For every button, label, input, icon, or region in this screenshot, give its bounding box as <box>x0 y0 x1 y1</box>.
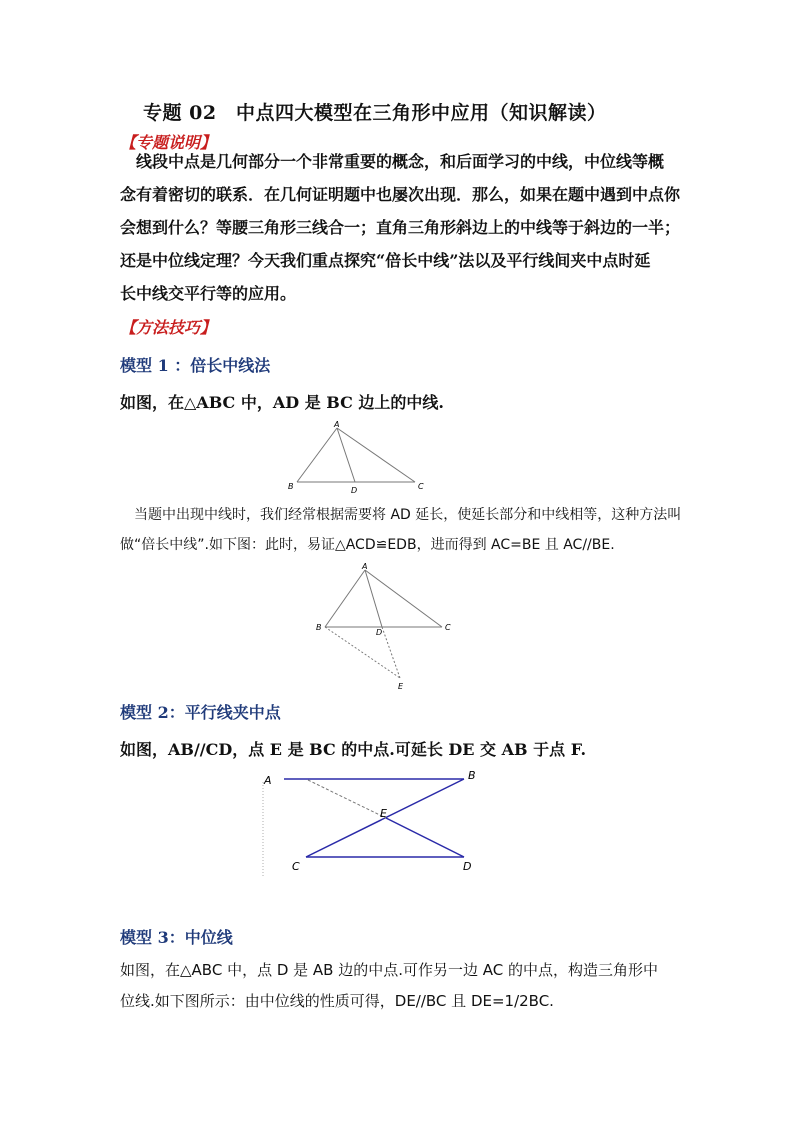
model1-heading: 模型 1 ：倍长中线法 <box>120 356 271 375</box>
desc-line: 如图，在△ABC 中，点 D 是 AB 边的中点.可作另一边 AC 的中点，构造三角形中 <box>120 961 659 979</box>
intro-line: 还是中位线定理？今天我们重点探究“倍长中线”法以及平行线间夹中点时延 <box>120 251 651 270</box>
label-d: D <box>463 860 472 873</box>
label-c: C <box>445 623 451 632</box>
label-e: E <box>380 807 387 820</box>
label-a: A <box>334 420 340 429</box>
intro-line: 念有着密切的联系．在几何证明题中也屡次出现．那么，如果在题中遇到中点你 <box>120 185 681 204</box>
label-a: A <box>362 562 368 571</box>
model2-heading: 模型 2：平行线夹中点 <box>120 703 281 722</box>
segment-ab <box>297 428 337 482</box>
model1-figure-triangle <box>285 418 435 498</box>
intro-paragraph <box>120 145 680 310</box>
segment-ab <box>325 570 365 627</box>
label-d: D <box>351 486 358 495</box>
model2-figure <box>258 766 493 878</box>
segment-be <box>325 627 400 678</box>
segment-de <box>382 627 400 678</box>
label-e: E <box>398 682 404 691</box>
label-c: C <box>292 860 300 873</box>
model2-description: 如图，AB//CD，点 E 是 BC 的中点.可延长 DE 交 AB 于点 F. <box>120 740 587 759</box>
label-b: B <box>316 623 322 632</box>
model1-figure-extended <box>310 560 460 692</box>
label-b: B <box>288 482 294 491</box>
intro-line: 会想到什么？等腰三角形三线合一；直角三角形斜边上的中线等于斜边的一半； <box>120 218 681 237</box>
model3-description <box>120 955 680 1017</box>
segment-fe-dashed <box>308 780 386 818</box>
label-c: C <box>418 482 424 491</box>
segment-ac <box>337 428 415 482</box>
segment-ac <box>365 570 442 627</box>
desc-line: 位线.如下图所示：由中位线的性质可得，DE//BC 且 DE=1/2BC. <box>120 992 554 1010</box>
section-tag-explain: 【专题说明】 <box>120 133 217 152</box>
note-line: 做“倍长中线”.如下图：此时，易证△ACD≌EDB，进而得到 AC=BE 且 AC//BE. <box>120 537 615 553</box>
intro-line: 线段中点是几何部分一个非常重要的概念，和后面学习的中线，中位线等概 <box>136 152 665 171</box>
model1-description: 如图，在△ABC 中，AD 是 BC 边上的中线. <box>120 393 444 412</box>
segment-ad <box>365 570 382 627</box>
segment-ad <box>337 428 355 482</box>
note-line: 当题中出现中线时，我们经常根据需要将 AD 延长，使延长部分和中线相等，这种方法叫 <box>134 507 682 523</box>
model1-note <box>120 500 680 560</box>
segment-ed <box>386 818 464 857</box>
label-d: D <box>376 628 383 637</box>
intro-line: 长中线交平行等的应用。 <box>120 284 297 303</box>
label-a: A <box>264 774 272 787</box>
label-b: B <box>468 769 476 782</box>
section-tag-method: 【方法技巧】 <box>120 318 217 337</box>
page-title: 专题 02 中点四大模型在三角形中应用（知识解读） <box>143 102 607 124</box>
model3-heading: 模型 3：中位线 <box>120 928 233 947</box>
